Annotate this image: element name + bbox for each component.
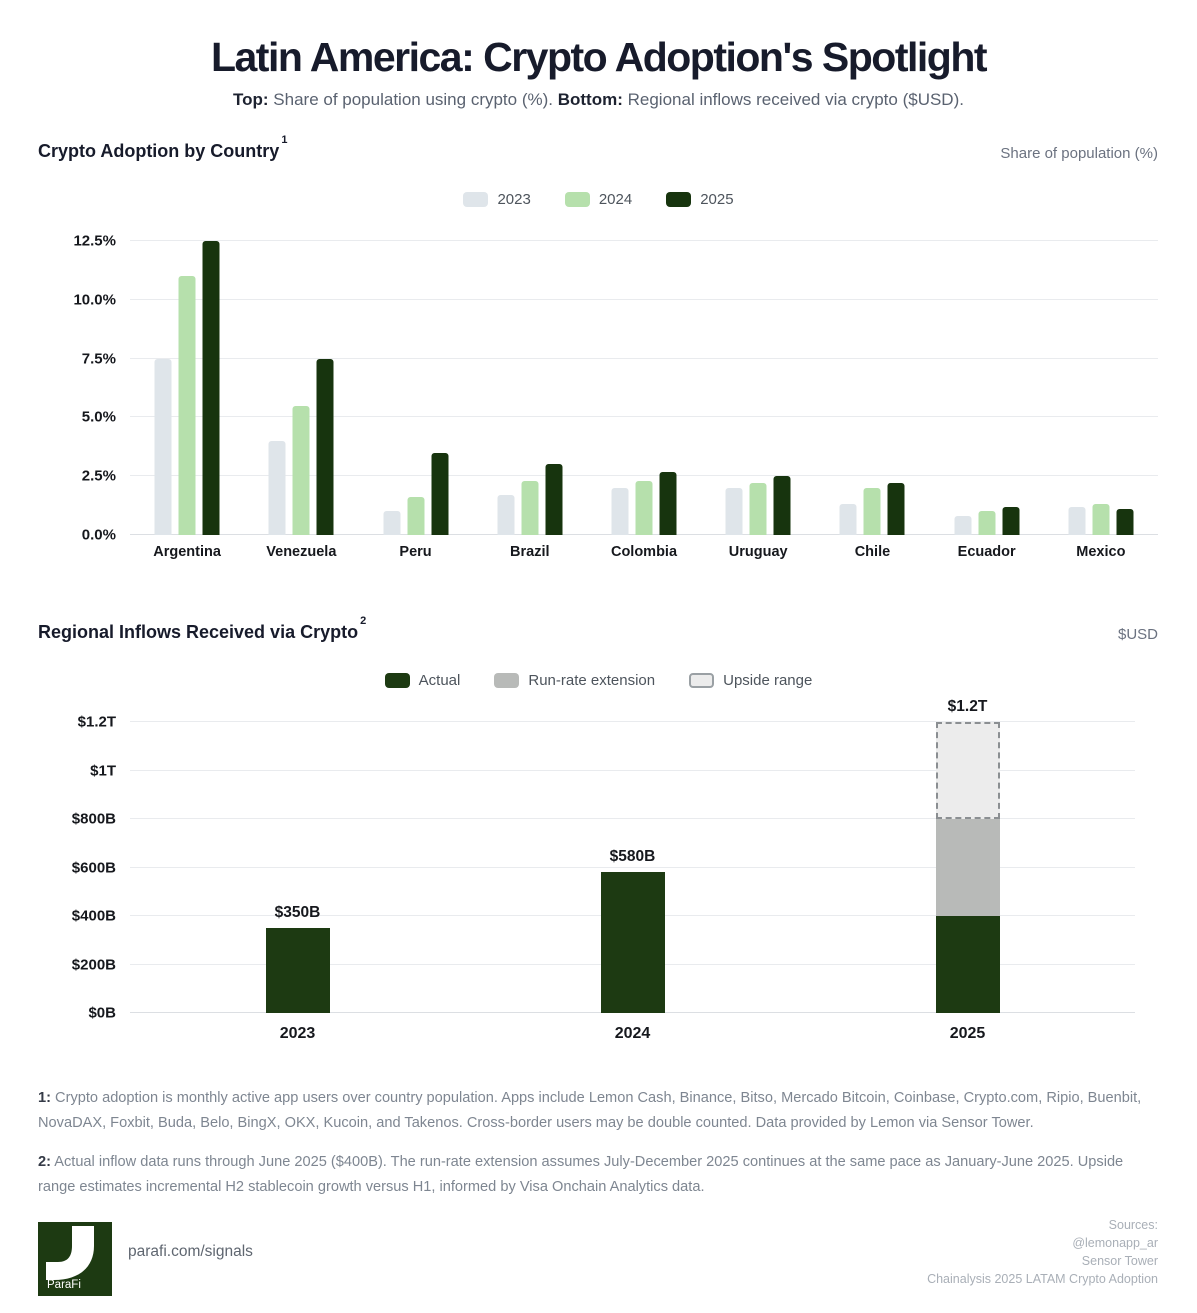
x-category-label: Argentina bbox=[153, 544, 221, 560]
y-tick-label: $800B bbox=[71, 810, 116, 828]
legend-swatch-icon bbox=[385, 673, 410, 688]
y-tick-label: 2.5% bbox=[81, 467, 116, 485]
bar-group-peru bbox=[383, 453, 448, 535]
bar-chile-2024 bbox=[864, 488, 881, 535]
bar-colombia-2025 bbox=[660, 472, 677, 536]
x-category-label: Mexico bbox=[1076, 544, 1126, 560]
legend-item-actual bbox=[385, 672, 461, 689]
y-tick-label: $400B bbox=[71, 907, 116, 925]
bar-colombia-2024 bbox=[636, 481, 653, 535]
bar-brazil-2023 bbox=[497, 495, 514, 535]
footnote-2: 2: Actual inflow data runs through June 2025 ($400B). The run-rate extension assumes July-December 2025 continues at the same pace as January-June 2025. Upside range estimates incremental H2 stablecoin growth versus H1, informed by Visa Onchain Analytics data. bbox=[38, 1153, 1124, 1196]
legend-label: 2025 bbox=[700, 191, 734, 208]
parafi-logo bbox=[38, 1222, 112, 1296]
y-tick-label: 5.0% bbox=[81, 408, 116, 426]
y-tick-label: $1.2T bbox=[77, 713, 116, 731]
adoption-section-head bbox=[38, 134, 1158, 162]
subtitle-top-label: Top: bbox=[233, 90, 269, 109]
x-category-label: Ecuador bbox=[957, 544, 1016, 560]
adoption-chart-title: Crypto Adoption by Country$^1$ bbox=[38, 134, 288, 161]
y-tick-label: 12.5% bbox=[73, 232, 116, 250]
footnotes bbox=[38, 1086, 1155, 1214]
bar-chile-2023 bbox=[840, 504, 857, 535]
footnote-ref-2: 2 bbox=[360, 615, 367, 627]
bar-peru-2024 bbox=[407, 497, 424, 535]
inflows-plot bbox=[130, 698, 1135, 1042]
bar-uruguay-2025 bbox=[774, 476, 791, 535]
y-tick-label: 7.5% bbox=[81, 350, 116, 368]
bar-venezuela-2023 bbox=[269, 441, 286, 535]
subtitle-bottom-text: Regional inflows received via crypto ($USD). bbox=[622, 90, 964, 109]
y-tick-label: 10.0% bbox=[73, 291, 116, 309]
footer-url[interactable]: parafi.com/signals bbox=[128, 1243, 253, 1260]
gridline bbox=[130, 299, 1158, 300]
gridline bbox=[130, 240, 1158, 241]
bar-value-label: $350B bbox=[274, 904, 321, 922]
legend-item-2023 bbox=[463, 191, 530, 208]
adoption-chart bbox=[38, 232, 1158, 560]
bar-ecuador-2024 bbox=[978, 511, 995, 535]
bar-chile-2025 bbox=[888, 483, 905, 535]
legend-label: Upside range bbox=[723, 672, 813, 689]
y-tick-label: $1T bbox=[90, 762, 116, 779]
legend-item-2024 bbox=[565, 191, 632, 208]
adoption-legend bbox=[0, 191, 1197, 208]
bar-group-argentina bbox=[155, 241, 220, 535]
bar-venezuela-2025 bbox=[317, 359, 334, 535]
adoption-y-axis bbox=[38, 232, 130, 544]
stacked-bar-2023 bbox=[266, 904, 330, 1013]
x-category-label: Brazil bbox=[510, 544, 550, 560]
bar-venezuela-2024 bbox=[293, 406, 310, 535]
x-category-label: 2023 bbox=[279, 1025, 316, 1042]
bar-argentina-2023 bbox=[155, 359, 172, 535]
x-category-label: Chile bbox=[854, 544, 891, 560]
bar-group-venezuela bbox=[269, 359, 334, 535]
bar-group-chile bbox=[840, 483, 905, 535]
x-category-label: Colombia bbox=[610, 544, 678, 560]
bar-group-brazil bbox=[497, 464, 562, 535]
source-line: Sources: bbox=[1108, 1218, 1158, 1232]
legend-item-upside-range bbox=[689, 672, 812, 689]
inflows-chart bbox=[38, 698, 1135, 1042]
x-category-label: 2025 bbox=[949, 1025, 986, 1042]
legend-item-2025 bbox=[666, 191, 733, 208]
legend-label: 2023 bbox=[497, 191, 531, 208]
source-line: Sensor Tower bbox=[1081, 1254, 1158, 1268]
legend-swatch-icon bbox=[689, 673, 714, 688]
svg-text:ParaFi: ParaFi bbox=[47, 1279, 81, 1291]
source-line: Chainalysis 2025 LATAM Crypto Adoption bbox=[927, 1272, 1158, 1286]
footnote-1: 1: Crypto adoption is monthly active app users over country population. Apps include Lemon Cash, Binance, Bitso, Mercado Bitcoin, Coinbase, Crypto.com, Ripio, Buenbit, NovaDAX, Foxbit, Buda, Belo, BingX, OKX, Kucoin, and Takenos. Cross-border users may be double counted. Data provided by Lemon via Sensor Tower. bbox=[38, 1090, 1142, 1132]
stacked-bar-2024 bbox=[601, 848, 665, 1013]
adoption-unit-label: Share of population (%) bbox=[1000, 145, 1158, 162]
bar-argentina-2025 bbox=[203, 241, 220, 535]
x-category-label: Peru bbox=[399, 544, 432, 560]
bar-peru-2023 bbox=[383, 511, 400, 535]
parafi-logo-icon bbox=[38, 1222, 112, 1296]
bar-brazil-2025 bbox=[545, 464, 562, 535]
sources-block bbox=[927, 1216, 1158, 1288]
bar-ecuador-2025 bbox=[1002, 507, 1019, 535]
legend-swatch-icon bbox=[494, 673, 519, 688]
inflows-legend bbox=[0, 672, 1197, 689]
source-line: @lemonapp_ar bbox=[1072, 1236, 1158, 1250]
bar-colombia-2023 bbox=[612, 488, 629, 535]
footnote-ref-1: 1 bbox=[281, 134, 288, 146]
legend-label: Actual bbox=[418, 672, 461, 689]
y-tick-label: $200B bbox=[71, 956, 116, 973]
bar-value-label: $1.2T bbox=[947, 698, 988, 715]
bar-group-mexico bbox=[1068, 504, 1133, 535]
adoption-plot bbox=[130, 241, 1158, 560]
bar-group-uruguay bbox=[726, 476, 791, 535]
y-tick-label: $0B bbox=[88, 1004, 116, 1022]
inflows-chart-title: Regional Inflows Received via Crypto$^2$ bbox=[38, 615, 367, 642]
legend-swatch-icon bbox=[463, 192, 488, 207]
legend-label: Run-rate extension bbox=[528, 672, 656, 689]
x-category-label: Venezuela bbox=[266, 544, 337, 560]
inflows-y-axis bbox=[38, 713, 130, 1022]
bar-brazil-2024 bbox=[521, 481, 538, 535]
bar-ecuador-2023 bbox=[954, 516, 971, 535]
bar-uruguay-2023 bbox=[726, 488, 743, 535]
bar-uruguay-2024 bbox=[750, 483, 767, 535]
page-title: Latin America: Crypto Adoption's Spotlight bbox=[210, 34, 987, 80]
subtitle-bottom-label: Bottom: bbox=[557, 90, 623, 109]
subtitle-top-text: Share of population using crypto (%). bbox=[268, 90, 558, 109]
bar-argentina-2024 bbox=[179, 276, 196, 535]
stacked-bar-2025 bbox=[936, 698, 1000, 1013]
segment-2023-actual bbox=[266, 928, 330, 1013]
inflows-unit-label: $USD bbox=[1117, 626, 1158, 643]
legend-swatch-icon bbox=[666, 192, 691, 207]
x-category-label: 2024 bbox=[614, 1025, 651, 1042]
x-category-label: Uruguay bbox=[728, 544, 788, 560]
segment-2025-run-rate-extension bbox=[936, 819, 1000, 916]
y-tick-label: $600B bbox=[71, 859, 116, 876]
bar-mexico-2023 bbox=[1068, 507, 1085, 535]
bar-value-label: $580B bbox=[609, 848, 656, 866]
legend-item-run-rate-extension bbox=[494, 672, 655, 689]
bar-group-ecuador bbox=[954, 507, 1019, 535]
segment-2025-actual bbox=[936, 916, 1000, 1013]
segment-2025-upside-range bbox=[936, 722, 1000, 819]
bar-peru-2025 bbox=[431, 453, 448, 535]
bar-mexico-2024 bbox=[1092, 504, 1109, 535]
legend-swatch-icon bbox=[565, 192, 590, 207]
bar-mexico-2025 bbox=[1116, 509, 1133, 535]
y-tick-label: 0.0% bbox=[81, 526, 116, 544]
bar-group-colombia bbox=[612, 472, 677, 536]
legend-label: 2024 bbox=[598, 191, 633, 208]
page-subtitle bbox=[0, 90, 1197, 110]
inflows-section-head bbox=[38, 615, 1158, 643]
segment-2024-actual bbox=[601, 872, 665, 1013]
